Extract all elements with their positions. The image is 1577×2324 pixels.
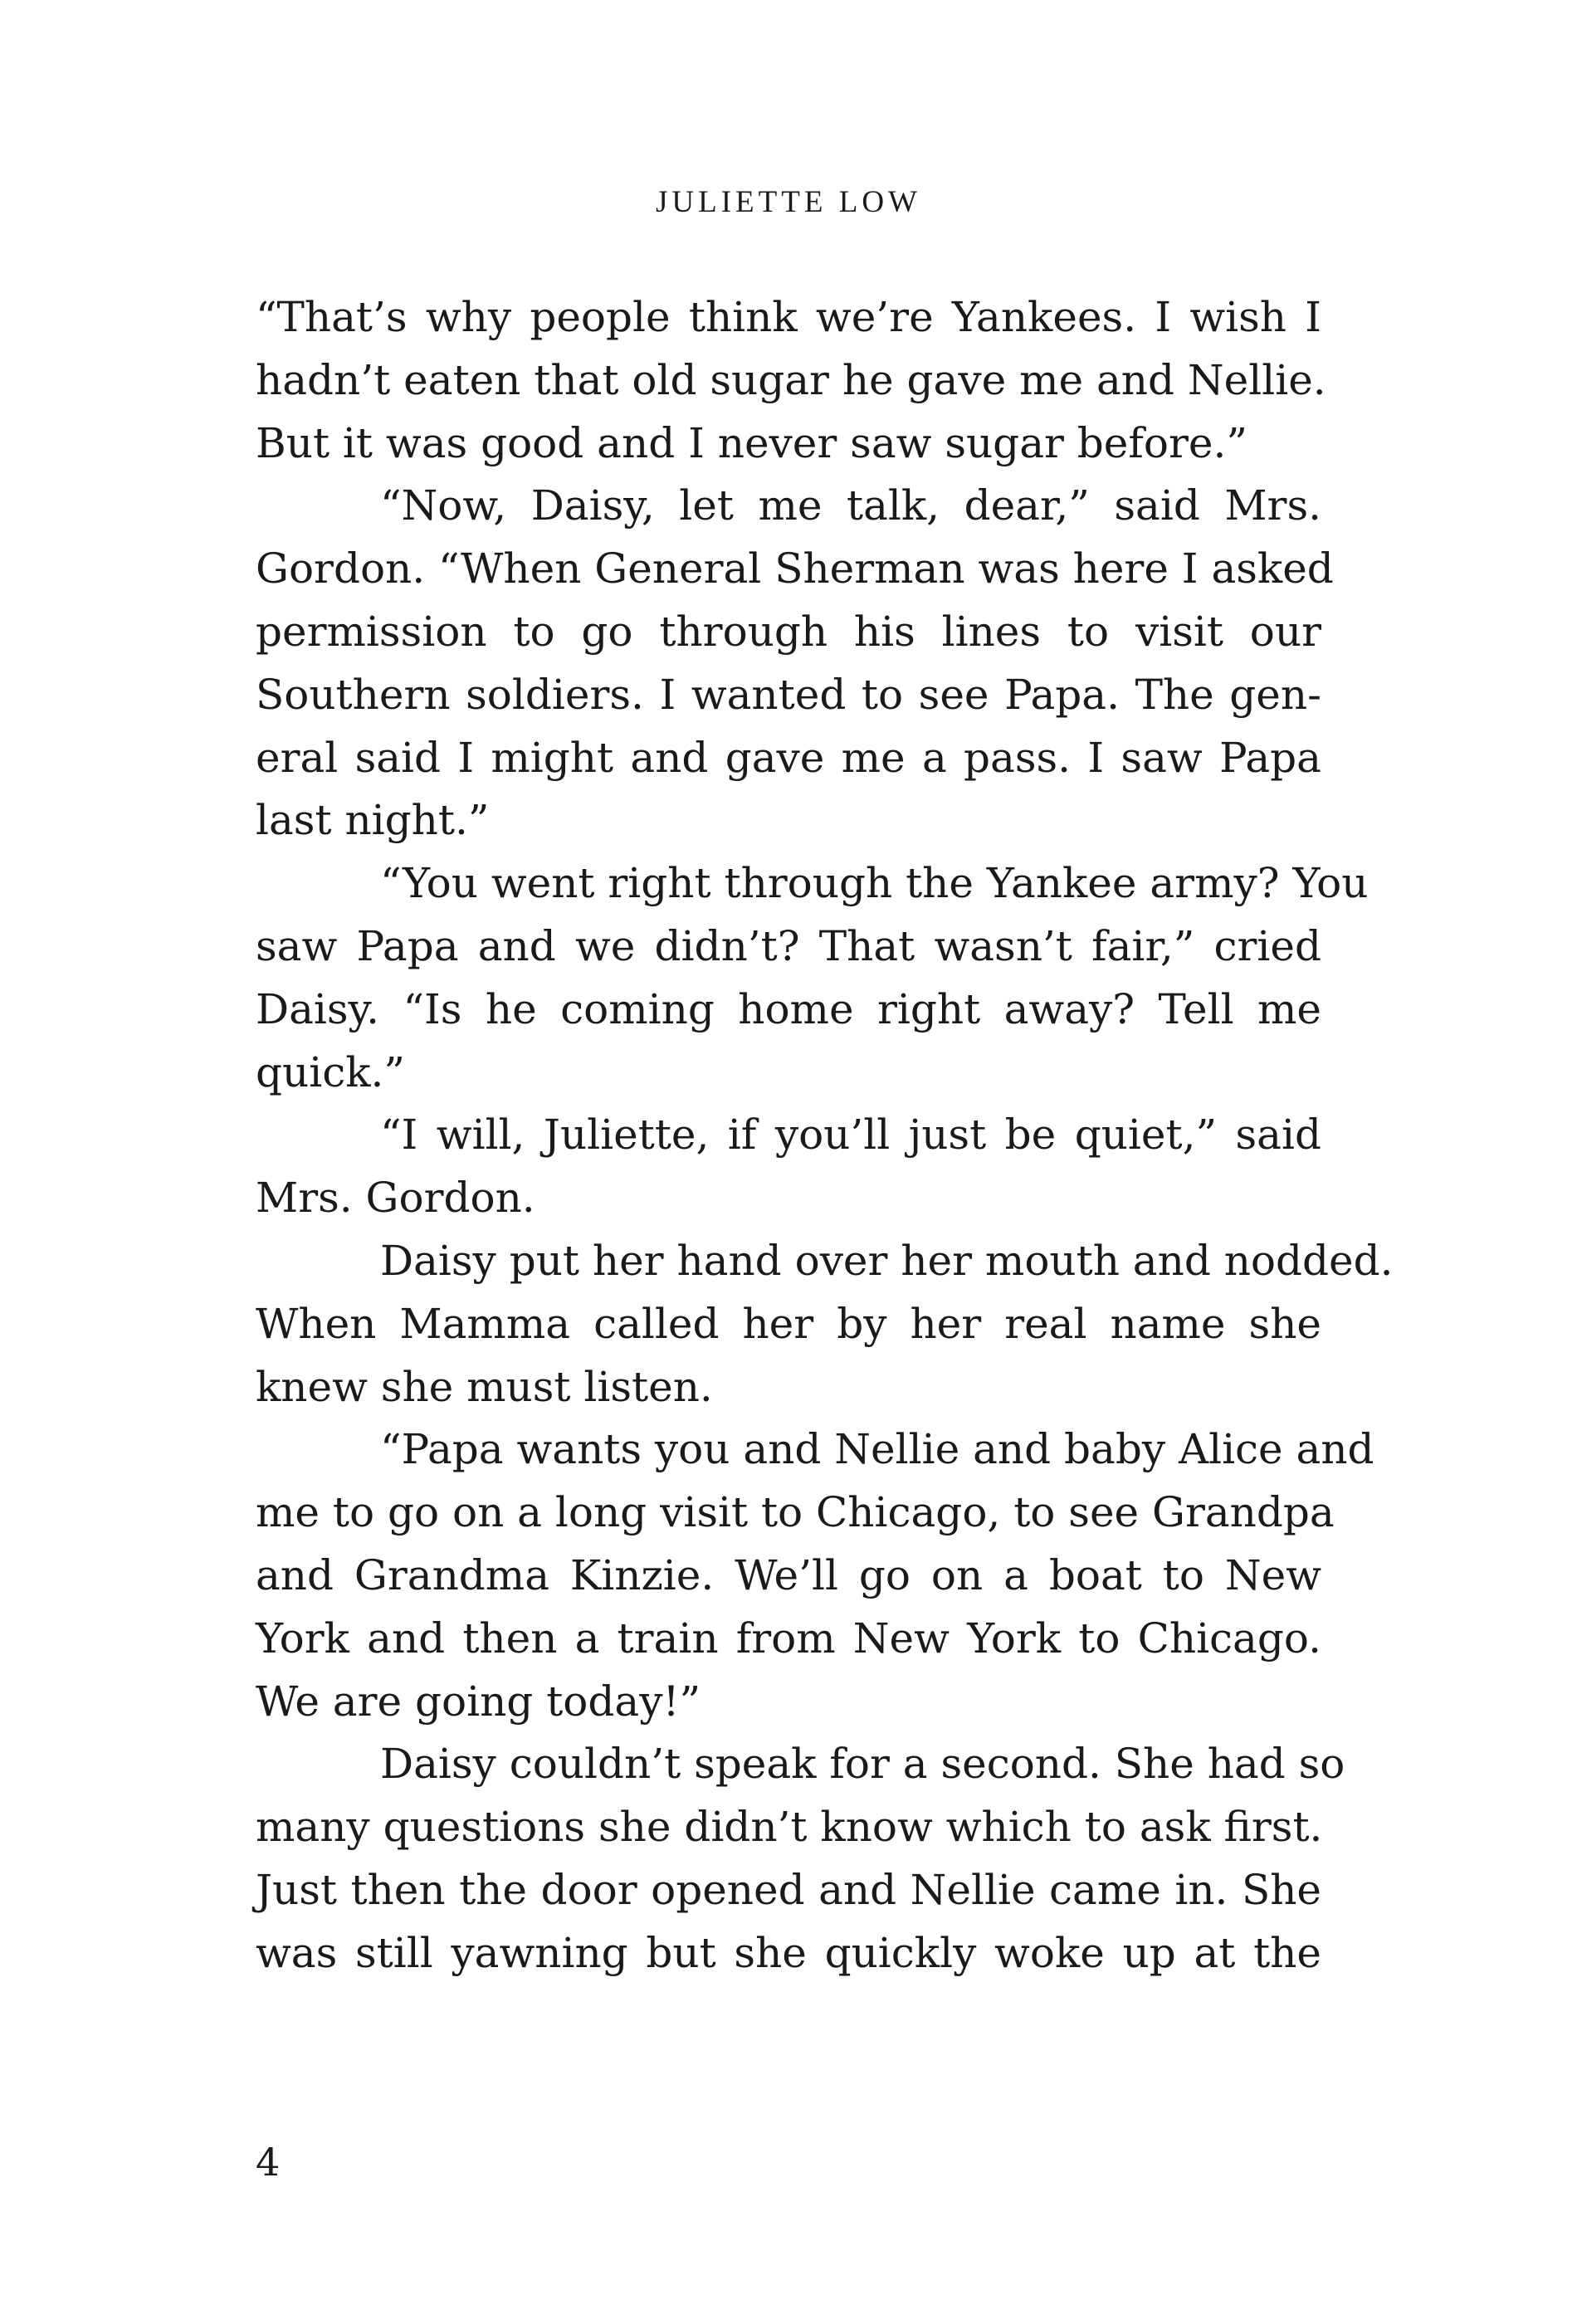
text-line: knew she must listen.: [256, 1362, 713, 1411]
text-line: “Now, Daisy, let me talk, dear,” said Mrs.: [380, 481, 1321, 530]
text-line: many questions she didn’t know which to ask first.: [256, 1803, 1323, 1852]
text-line: hadn’t eaten that old sugar he gave me and Nellie.: [256, 355, 1326, 404]
text-line: We are going today!”: [256, 1677, 701, 1726]
page-number: 4: [256, 2140, 281, 2185]
text-line: Just then the door opened and Nellie came in. She: [256, 1865, 1321, 1914]
text-line: last night.”: [256, 796, 490, 845]
text-line: me to go on a long visit to Chicago, to see Grandpa: [256, 1488, 1335, 1537]
body-text: [256, 286, 1394, 1985]
text-line: “I will, Juliette, if you’ll just be quiet,” said: [380, 1111, 1321, 1160]
text-line: was still yawning but she quickly woke up at the: [256, 1928, 1321, 1977]
text-line: Mrs. Gordon.: [256, 1174, 535, 1223]
text-line: “That’s why people think we’re Yankees. I wish I: [256, 293, 1321, 341]
text-line: and Grandma Kinzie. We’ll go on a boat to New: [256, 1550, 1321, 1599]
text-line: permission to go through his lines to visit our: [256, 607, 1321, 656]
text-line: But it was good and I never saw sugar before.”: [256, 418, 1247, 467]
text-line: Daisy couldn’t speak for a second. She had so: [380, 1740, 1345, 1789]
running-head: JULIETTE LOW: [656, 185, 921, 219]
text-line: Gordon. “When General Sherman was here I asked: [256, 544, 1334, 593]
text-line: Daisy. “Is he coming home right away? Tell me: [256, 984, 1321, 1033]
text-line: saw Papa and we didn’t? That wasn’t fair,” cried: [256, 921, 1321, 970]
text-line: eral said I might and gave me a pass. I saw Papa: [256, 733, 1321, 782]
text-line: York and then a train from New York to Chicago.: [256, 1614, 1321, 1662]
text-line: “You went right through the Yankee army? You: [380, 859, 1369, 908]
text-line: When Mamma called her by her real name she: [256, 1299, 1321, 1348]
text-line: “Papa wants you and Nellie and baby Alice and: [380, 1425, 1374, 1474]
text-line: Southern soldiers. I wanted to see Papa. The gen-: [256, 670, 1321, 719]
text-line: quick.”: [256, 1047, 405, 1096]
text-line: Daisy put her hand over her mouth and nodded.: [380, 1236, 1394, 1285]
